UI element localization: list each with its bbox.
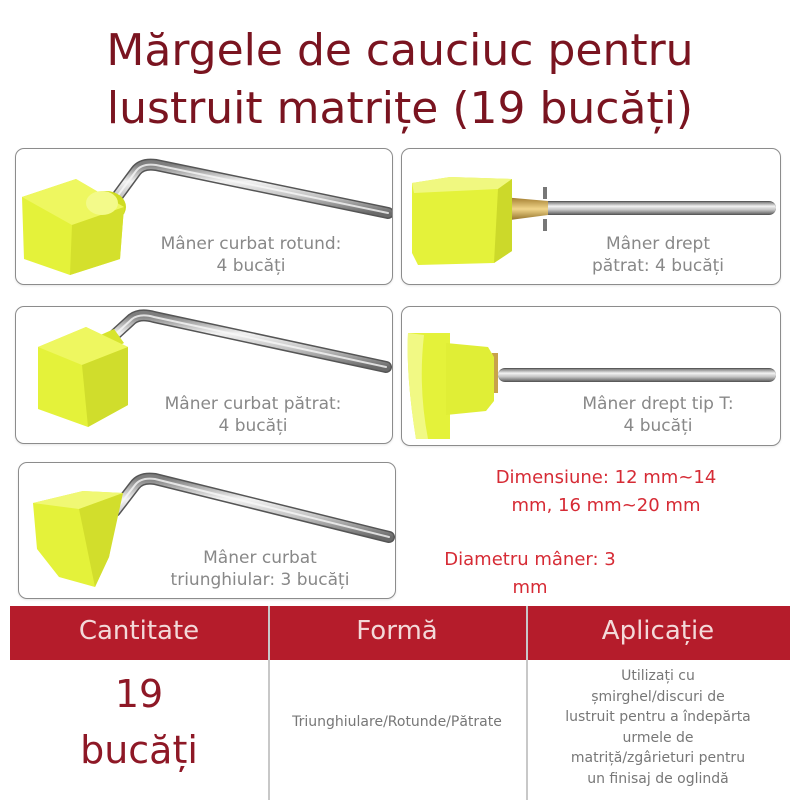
title-line-2: lustruit matrițe (19 bucăți) xyxy=(106,83,694,134)
table-header xyxy=(10,606,790,660)
product-card-bent-triangle xyxy=(18,462,396,599)
product-label: Mâner curbat pătrat: 4 bucăți xyxy=(164,394,342,436)
application-cell: Utilizați cu șmirghel/discuri de lustruit pentru a îndepărta urmele de matriță/zgârieturi pentru un finisaj de oglindă xyxy=(565,668,751,787)
header-quantity: Cantitate xyxy=(78,616,200,646)
product-label: Mâner drept pătrat: 4 bucăți xyxy=(591,234,724,276)
handle-diameter-spec: Diametru mâner: 3 mm xyxy=(444,549,616,598)
product-card-straight-t-type xyxy=(401,306,781,446)
product-card-bent-round xyxy=(15,148,393,285)
summary-table xyxy=(10,606,790,800)
product-card-straight-square xyxy=(401,148,781,285)
header-application: Aplicație xyxy=(601,616,715,646)
header-shape: Formă xyxy=(356,616,438,646)
quantity-cell: 19 bucăți xyxy=(80,672,198,772)
title-line-1: Mărgele de cauciuc pentru xyxy=(106,25,694,76)
size-spec: Dimensiune: 12 mm~14 mm, 16 mm~20 mm xyxy=(495,467,717,516)
shape-cell: Triunghiulare/Rotunde/Pătrate xyxy=(292,714,502,730)
product-label: Mâner drept tip T: 4 bucăți xyxy=(582,394,734,436)
page-title xyxy=(0,22,800,138)
product-card-bent-square xyxy=(15,306,393,444)
column-divider xyxy=(268,606,270,800)
product-label: Mâner curbat triunghiular: 3 bucăți xyxy=(170,548,350,590)
product-label: Mâner curbat rotund: 4 bucăți xyxy=(160,234,342,276)
